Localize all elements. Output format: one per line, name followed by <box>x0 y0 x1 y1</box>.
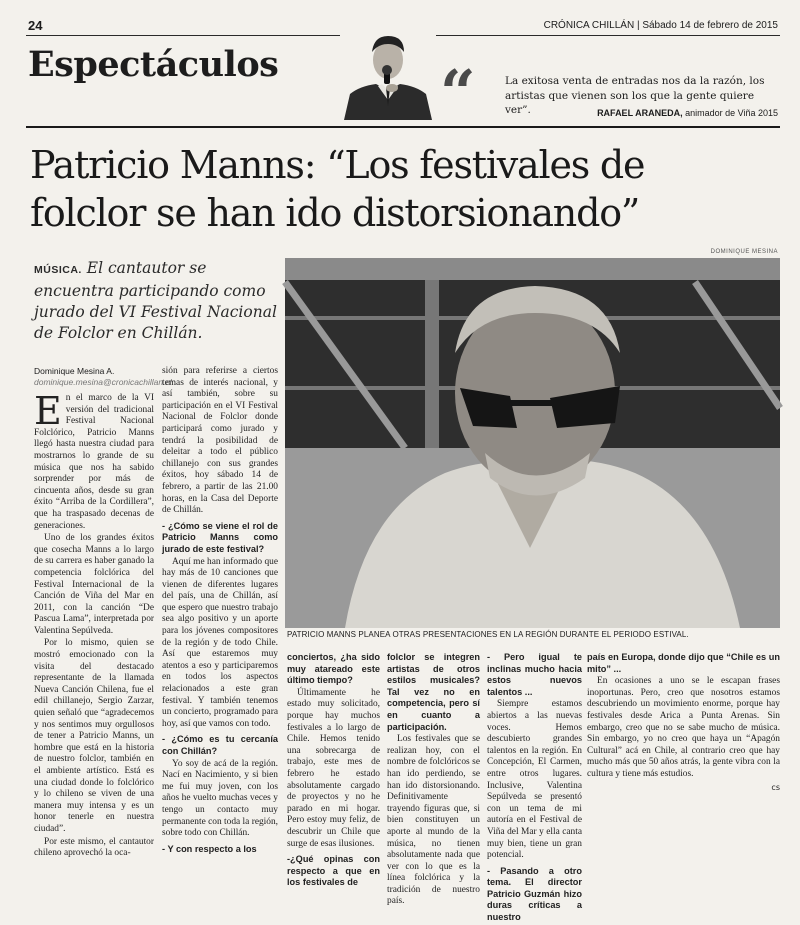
kicker-tag: MÚSICA. <box>34 264 82 276</box>
interview-question: - Pasando a otro tema. El director Patricio Guzmán hizo duras críticas a nuestro <box>487 865 582 923</box>
pullquote-author <box>597 108 778 118</box>
byline-name: Dominique Mesina A. <box>34 366 115 376</box>
headline: Patricio Manns: “Los festivales de folclor se han ido distorsionando” <box>30 143 645 235</box>
quote-mark: “ <box>440 56 476 129</box>
interview-answer: Últimamente he estado muy solicitado, porque hay muchos festivales a lo largo de Chile. Hemos tenido una sobrecarga de trabajo, este mes de febrero he estado absolutamente cargado de proyectos y no he parado en mi hogar. Pero estoy muy feliz, de descubrir un Chile que surge de esas ilusiones. <box>287 687 380 849</box>
pullquote-text: La exitosa venta de entradas nos da la razón, los artistas que vienen son los que la gente quiere ver”. <box>505 75 765 117</box>
dateline: CRÓNICA CHILLÁN | Sábado 14 de febrero de 2015 <box>543 20 778 31</box>
headline-rule <box>26 126 780 128</box>
column-1 <box>34 389 154 861</box>
patricio-manns-photo <box>285 258 780 628</box>
interview-question: - Y con respecto a los <box>162 843 257 854</box>
paragraph: Por lo mismo, quien se mostró emocionado con la visita del destacado representante de la llamada Nueva Canción Chilena, fue el edil chillanejo, Sergio Zarzar, quien señaló que “agradecemos y nos sentimos muy orgullosos de tener a Patricio Manns, un hombre que está en la historia de nuestro folclor, también en el ambiente artístico. Está es una ciudad donde lo folclórico y lo chileno se viven de una manera muy intensa y es un honor tenerle en nuestra ciudad”. <box>34 638 154 834</box>
column-4 <box>387 652 480 909</box>
drop-cap: E <box>34 389 62 433</box>
paragraph: Uno de los grandes éxitos que cosecha Manns a lo largo de su carrera es haber ganado la competencia folclórica del Festival Internacional de la Canción de Viña del Mar en 2011, con la canción “De Pascua Lama”, interpretada por Valentina Sepúlveda. <box>34 533 154 636</box>
interview-answer: Aquí me han informado que hay más de 10 canciones que vienen de diferentes lugares del país, una de Chillán, así que espero que nuestro trabajo sea algo positivo y un aporte para los jóvenes compositores de la región y de todo Chile. Así que estaremos muy atentos a eso y participaremos en todos los aspectos relacionados a este gran festival. Y también tenemos un concierto, programado para hoy, así que vamos con todo. <box>162 556 278 729</box>
photo-caption: PATRICIO MANNS PLANEA OTRAS PRESENTACIONES EN LA REGIÓN DURANTE EL PERIODO ESTIVAL. <box>287 630 689 639</box>
interview-question: folclor se integren artistas de otros estilos musicales? Tal vez no en competencia, pero sí en cuanto a participación. <box>387 652 480 732</box>
column-5 <box>487 652 582 925</box>
interview-question: - ¿Cómo es tu cercanía con Chillán? <box>162 734 278 756</box>
column-3 <box>287 652 380 890</box>
column-2 <box>162 366 278 856</box>
page-number: 24 <box>28 18 43 33</box>
end-mark: cs <box>771 782 780 792</box>
byline <box>34 366 172 388</box>
interview-question: - Pero igual te inclinas mucho hacia estos nuevos talentos ... <box>487 652 582 697</box>
interview-question: - ¿Cómo se viene el rol de Patricio Manns como jurado de este festival? <box>162 520 278 554</box>
kicker-text: El cantautor se encuentra participando como jurado del VI Festival Nacional de Folclor en Chillán. <box>34 259 277 342</box>
interview-question: país en Europa, donde dijo que “Chile es un mito” ... <box>587 652 780 674</box>
interview-answer: Yo soy de acá de la región. Nací en Nacimiento, y si bien me fui muy joven, con los años he vuelto muchas veces y tengo un contacto muy permanente con toda la región, sobre todo con Chillán. <box>162 758 278 839</box>
paragraph: n el marco de la VI versión del tradicional Festival Nacional Folclórico, Patricio Manns llegó hasta nuestra ciudad para mostrarnos lo grande de su música que nos ha sabido sorprender por más de cincuenta años, desde su gran éxito “Arriba de la Cordillera”, que ha traspasado decenas de generaciones. <box>34 393 154 531</box>
section-title: Espectáculos <box>28 44 279 85</box>
paragraph: sión para referirse a ciertos temas de interés nacional, y así también, sobre su participación en el VI Festival Nacional de Folclor donde participará como jurado y tendrá la posibilidad de deleitar a todo el público chillanejo con sus grandes éxitos, hoy sábado 14 de febrero, a partir de las 21.00 horas, en la Casa del Deporte de Chillán. <box>162 366 278 516</box>
interview-answer: Los festivales que se realizan hoy, con el nombre de folclóricos se han ido perdiendo, se han ido distorsionando. Definitivamente trayendo figuras que, si bien constituyen un aporte al mundo de la música, no tienen absolutamente nada que ver con lo que es la línea folclórica y la tradición de nuestro país. <box>387 734 480 907</box>
author-role: animador de Viña 2015 <box>685 108 778 118</box>
byline-email: dominique.mesina@cronicachillan.cl <box>34 377 172 387</box>
column-6 <box>587 652 780 795</box>
kicker <box>34 258 279 344</box>
rafael-araneda-portrait <box>340 30 436 120</box>
photo-credit: DOMINIQUE MESINA <box>710 249 778 255</box>
paragraph: Por este mismo, el cantautor chileno aprovechó la oca- <box>34 836 154 859</box>
author-name: RAFAEL ARANEDA, <box>597 108 683 118</box>
interview-answer: En ocasiones a uno se le escapan frases inoportunas. Pero, creo que nosotros estamos descubriendo un movimiento enorme, porque hay festivales desde Arica a Punta Arenas. Sin embargo, creo que no se sabe mucho de música. Sin embargo, yo no creo que haya un “Apagón Cultural” acá en Chile, al contrario creo que hay mucho más que 50 años atrás, la gente vibra con la cultura y tiene más estudios. <box>587 676 780 779</box>
interview-answer: Siempre estamos abiertos a las nuevas voces. Hemos descubierto grandes talentos en la región. En Concepción, El Carmen, entre otros lugares. Inclusive, Valentina Sepúlveda se presentó con un tema de mi autoría en el Festival de Viña del Mar y ella canta muy bien, tiene un gran potencial. <box>487 699 582 861</box>
interview-question: -¿Qué opinas con respecto a que en los festivales de <box>287 854 380 888</box>
interview-question: conciertos, ¿ha sido muy atareado este último tiempo? <box>287 652 380 686</box>
